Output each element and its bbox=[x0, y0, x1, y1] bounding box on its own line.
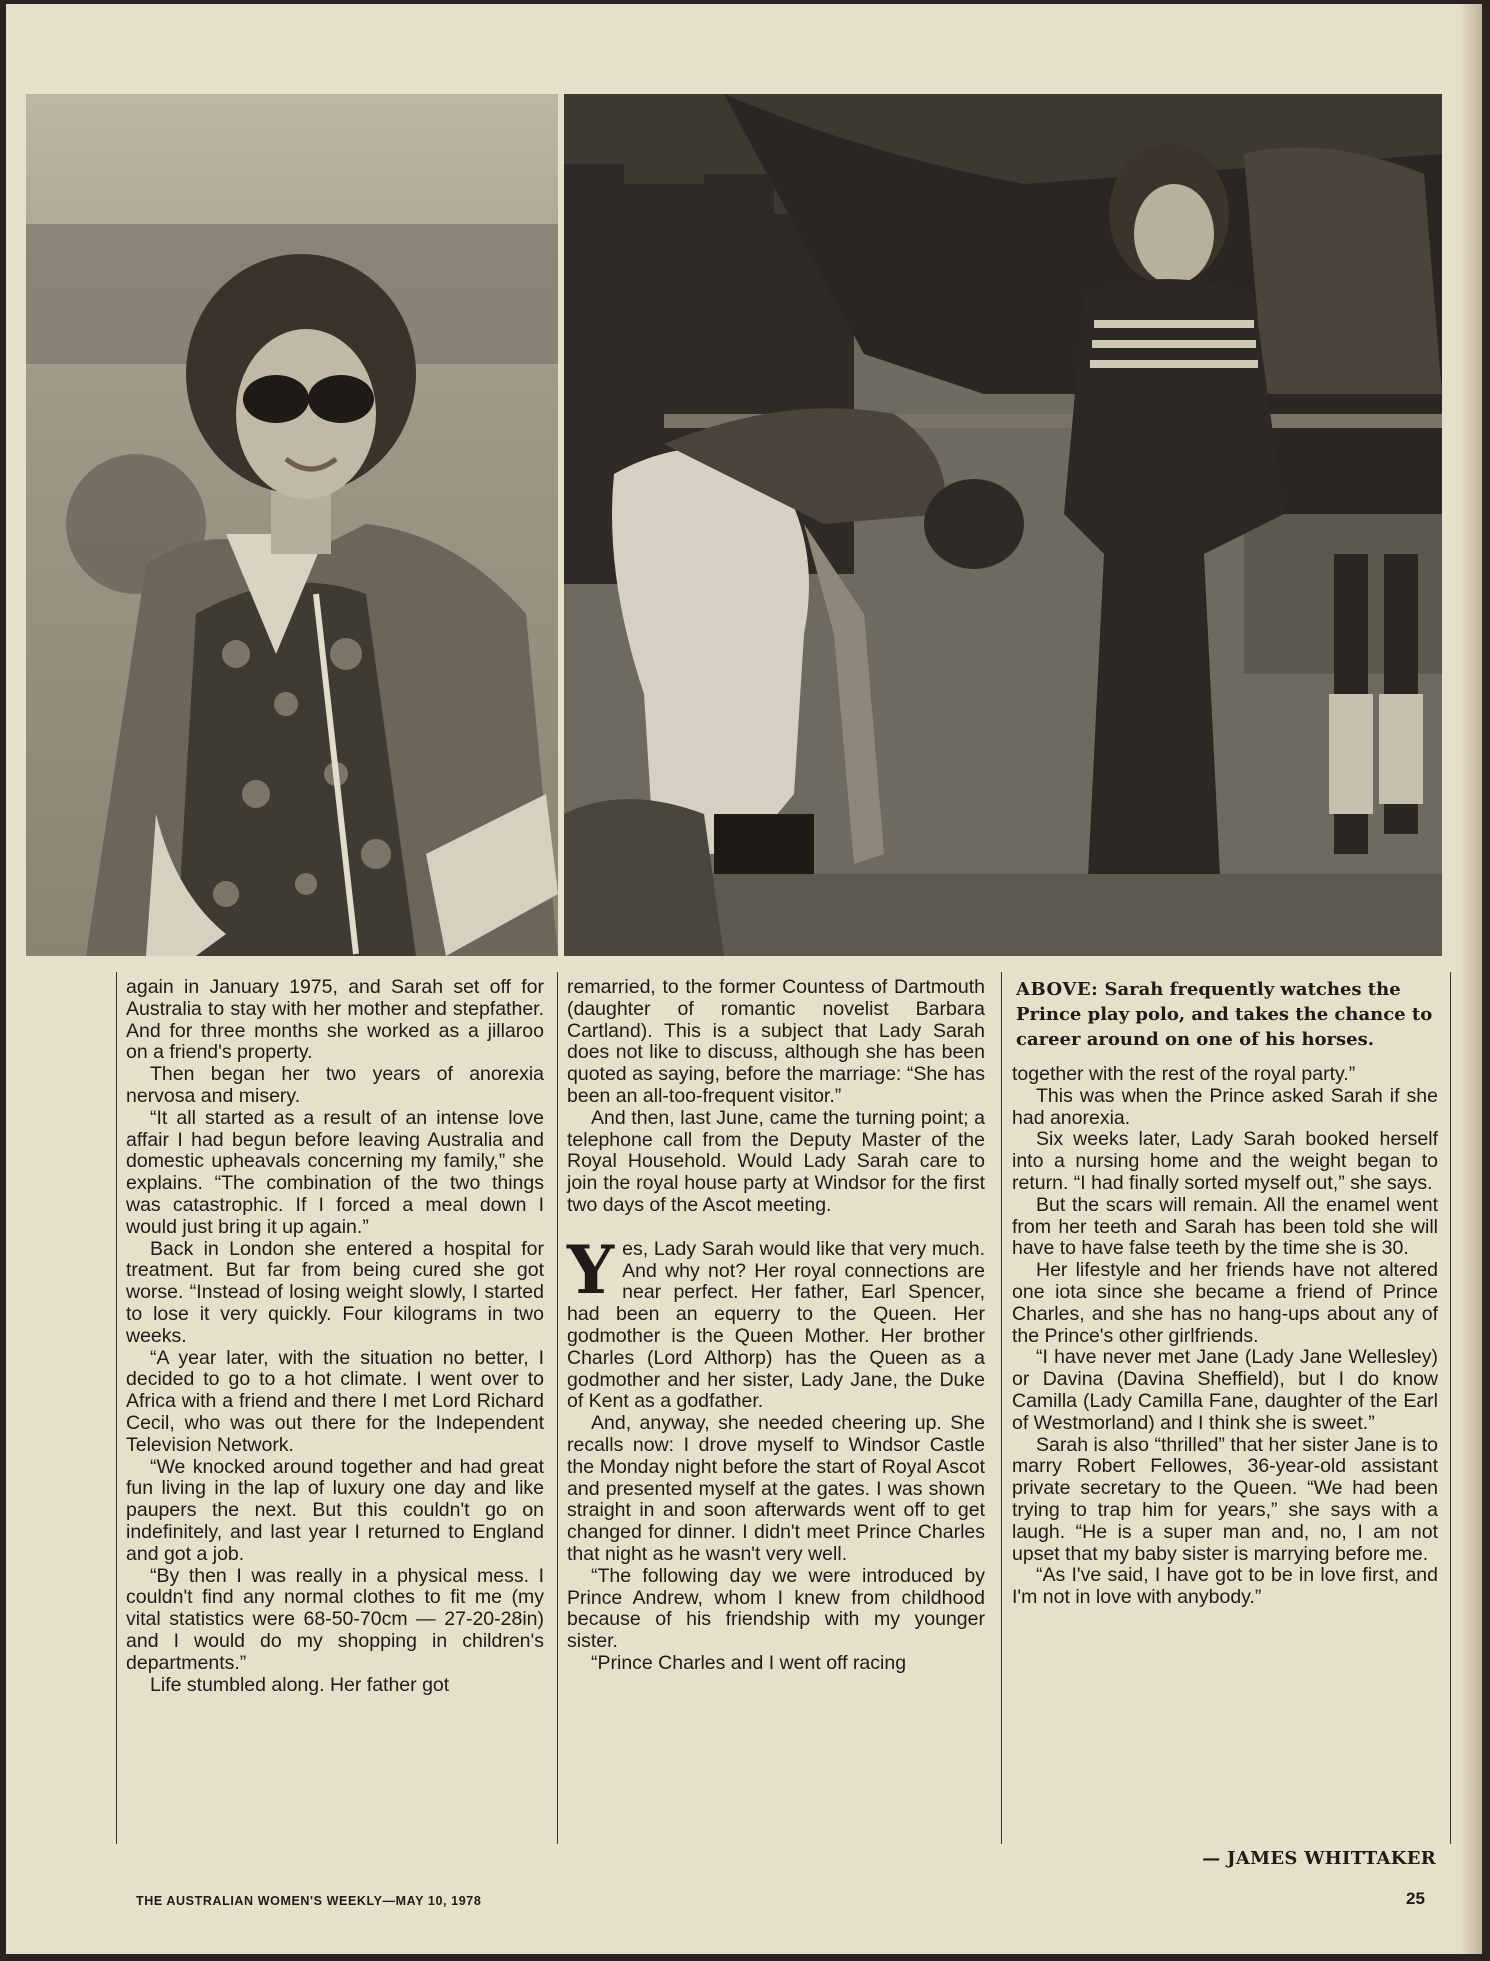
article-column-3 bbox=[1012, 1064, 1438, 1609]
paragraph: This was when the Prince asked Sarah if she had anorexia. bbox=[1012, 1084, 1438, 1129]
paragraph: Back in London she entered a hospital for treatment. But far from being cured she got worse. “Instead of losing weight slowly, I started to lose it very quickly. Four kilograms in two weeks. bbox=[126, 1237, 544, 1347]
photo-woman-sunglasses bbox=[26, 94, 558, 956]
caption-lead: ABOVE: bbox=[1016, 979, 1099, 1000]
publication-footer: THE AUSTRALIAN WOMEN'S WEEKLY—MAY 10, 1978 bbox=[136, 1894, 482, 1908]
paragraph: “It all started as a result of an intense love affair I had begun before leaving Australia and domestic upheavals concerning my family,” she explains. “The combination of the two things was catastrophic. If I forced a meal down I would just bring it up again.” bbox=[126, 1106, 544, 1238]
paragraph: “Prince Charles and I went off racing bbox=[591, 1651, 907, 1674]
photo-caption bbox=[1016, 977, 1446, 1052]
paragraph: Her lifestyle and her friends have not altered one iota since she became a friend of Prince Charles, and she has no hang-ups about any of the Prince's other girlfriends. bbox=[1012, 1259, 1438, 1347]
paragraph: And then, last June, came the turning point; a telephone call from the Deputy Master of the Royal Household. Would Lady Sarah care to join the royal house party at Windsor for the first two days of the Ascot meeting. bbox=[567, 1106, 985, 1216]
paragraph: Six weeks later, Lady Sarah booked herself into a nursing home and the weight began to return. “I had finally sorted myself out,” she says. bbox=[1012, 1128, 1438, 1194]
photo-woman-sunglasses-icon bbox=[26, 94, 558, 956]
dropcap-letter: Y bbox=[567, 1230, 615, 1309]
magazine-page bbox=[6, 4, 1482, 1954]
photo-polo-horses bbox=[564, 94, 1442, 956]
article-column-1 bbox=[126, 977, 544, 1696]
article-column-2 bbox=[567, 977, 985, 1675]
paragraph: But the scars will remain. All the enamel went from her teeth and Sarah has been told she will have to have false teeth by the time she is 30. bbox=[1012, 1193, 1438, 1260]
paragraph: “A year later, with the situation no better, I decided to go to a hot climate. I went over to Africa with a friend and there I met Lord Richard Cecil, who was out there for the Independent Television Network. bbox=[126, 1346, 544, 1456]
paragraph: “We knocked around together and had great fun living in the lap of luxury one day and like paupers the next. But this couldn't go on indefinitely, and last year I returned to England and got a job. bbox=[126, 1455, 544, 1565]
paragraph: “The following day we were introduced by Prince Andrew, whom I knew from childhood because of his friendship with my younger sister. bbox=[567, 1564, 985, 1653]
column-rule bbox=[116, 972, 117, 1844]
caption-text: Sarah frequently watches the Prince play polo, and takes the chance to career around on one of his horses. bbox=[1016, 979, 1433, 1050]
paragraph: Life stumbled along. Her father got bbox=[150, 1673, 450, 1696]
column-rule bbox=[1450, 972, 1451, 1844]
paragraph: “I have never met Jane (Lady Jane Wellesley) or Davina (Davina Sheffield), but I do know Camilla (Lady Camilla Fane, daughter of the Earl of Westmorland) and I think she is sweet.” bbox=[1012, 1346, 1438, 1434]
dropcap-paragraph-text: es, Lady Sarah would like that very much. And why not? Her royal connections are near perfect. Her father, Earl Spencer, had been an equerry to the Queen. Her godmother is the Queen Mother. Her brother Charles (Lord Althorp) has the Queen as a godmother and her sister, Lady Jane, the Duke of Kent as a godfather. bbox=[567, 1237, 985, 1413]
paragraph: Sarah is also “thrilled” that her sister Jane is to marry Robert Fellowes, 36-year-old assistant private secretary to the Queen. “We had been trying to trap him for years,” she says with a laugh. “He is a super man and, no, I am not upset that my baby sister is marrying before me. bbox=[1012, 1433, 1438, 1565]
column-rule bbox=[1001, 972, 1002, 1844]
paragraph: together with the rest of the royal party.” bbox=[1012, 1063, 1356, 1085]
paragraph: again in January 1975, and Sarah set off for Australia to stay with her mother and stepfather. And for three months she worked as a jillaroo on a friend's property. bbox=[126, 976, 544, 1064]
paragraph: And, anyway, she needed cheering up. She recalls now: I drove myself to Windsor Castle the Monday night before the start of Royal Ascot and presented myself at the gates. I was shown straight in and soon afterwards went off to get changed for dinner. I didn't meet Prince Charles that night as he wasn't very well. bbox=[567, 1412, 985, 1565]
paragraph: remarried, to the former Countess of Dartmouth (daughter of romantic novelist Barbara Cartland). This is a subject that Lady Sarah does not like to discuss, although she has been quoted as saying, before the marriage: “She has been an all-too-frequent visitor.” bbox=[567, 976, 985, 1107]
byline: — JAMES WHITTAKER bbox=[1202, 1848, 1436, 1869]
column-rule bbox=[557, 972, 558, 1844]
page-number: 25 bbox=[1406, 1889, 1425, 1908]
dropcap-paragraph bbox=[567, 1230, 985, 1413]
photo-polo-horses-icon bbox=[564, 94, 1442, 956]
paragraph: “As I've said, I have got to be in love first, and I'm not in love with anybody.” bbox=[1012, 1564, 1438, 1609]
paragraph: Then began her two years of anorexia nervosa and misery. bbox=[126, 1063, 544, 1107]
paragraph: “By then I was really in a physical mess. I couldn't find any normal clothes to fit me (my vital statistics were 68-50-70cm — 27-20-28in) and I would do my shopping in children's departments.” bbox=[126, 1564, 544, 1674]
